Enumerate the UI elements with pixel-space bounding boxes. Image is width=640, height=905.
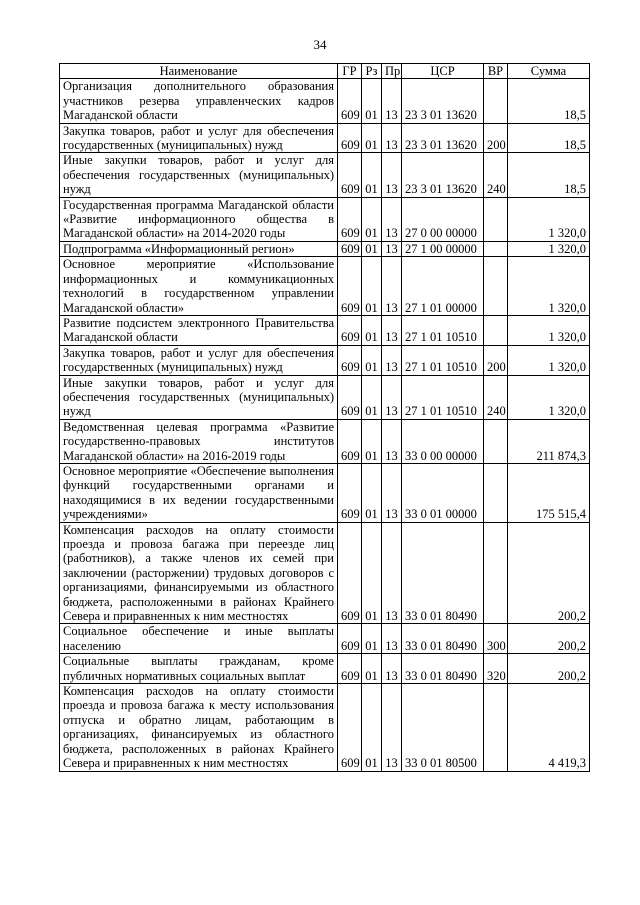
cell-sum: 1 320,0 [508,241,590,256]
cell-pr: 13 [382,654,402,684]
header-csr: ЦСР [402,64,484,79]
cell-rz: 01 [362,419,382,463]
cell-vr [484,79,508,123]
cell-pr: 13 [382,624,402,654]
cell-csr: 27 1 01 10510 [402,315,484,345]
cell-rz: 01 [362,522,382,624]
table-row [60,241,590,256]
cell-pr: 13 [382,241,402,256]
cell-pr: 13 [382,197,402,241]
cell-csr: 33 0 01 00000 [402,463,484,522]
cell-rz: 01 [362,345,382,375]
header-sum: Сумма [508,64,590,79]
cell-sum: 200,2 [508,522,590,624]
header-rz: Рз [362,64,382,79]
table-header [60,64,590,79]
cell-name: Закупка товаров, работ и услуг для обеспечения государственных (муниципальных) нужд [60,345,338,375]
cell-rz: 01 [362,241,382,256]
cell-pr: 13 [382,419,402,463]
header-name: Наименование [60,64,338,79]
cell-gr: 609 [338,241,362,256]
cell-name: Компенсация расходов на оплату стоимости проезда и провоза багажа к месту использования отпуска и обратно лицам, работающим в организациях, финансируемых из областного бюджета, расположенных в районах Крайнего Севера и приравненных к ним местностях [60,684,338,771]
cell-sum: 1 320,0 [508,257,590,316]
table-row [60,654,590,684]
cell-name: Ведомственная целевая программа «Развитие государственно-правовых институтов Магаданской области» на 2016-2019 годы [60,419,338,463]
page-number: 34 [313,37,327,52]
cell-pr: 13 [382,375,402,419]
cell-sum: 18,5 [508,79,590,123]
cell-gr: 609 [338,79,362,123]
cell-rz: 01 [362,153,382,197]
cell-vr [484,315,508,345]
cell-sum: 211 874,3 [508,419,590,463]
cell-sum: 1 320,0 [508,197,590,241]
cell-pr: 13 [382,123,402,153]
cell-name: Иные закупки товаров, работ и услуг для обеспечения государственных (муниципальных) нужд [60,375,338,419]
cell-vr: 240 [484,375,508,419]
cell-sum: 1 320,0 [508,375,590,419]
cell-csr: 23 3 01 13620 [402,123,484,153]
cell-name: Государственная программа Магаданской области «Развитие информационного общества в Магаданской области» на 2014-2020 годы [60,197,338,241]
table-body [60,79,590,771]
cell-gr: 609 [338,315,362,345]
cell-vr: 200 [484,123,508,153]
cell-pr: 13 [382,522,402,624]
cell-rz: 01 [362,257,382,316]
cell-pr: 13 [382,684,402,771]
table-row [60,79,590,123]
cell-vr: 240 [484,153,508,197]
cell-gr: 609 [338,257,362,316]
cell-sum: 4 419,3 [508,684,590,771]
cell-rz: 01 [362,463,382,522]
cell-csr: 33 0 01 80490 [402,522,484,624]
cell-vr [484,241,508,256]
header-vr: ВР [484,64,508,79]
header-pr: Пр [382,64,402,79]
cell-pr: 13 [382,153,402,197]
cell-gr: 609 [338,375,362,419]
table-row [60,197,590,241]
cell-sum: 1 320,0 [508,345,590,375]
cell-csr: 27 1 01 10510 [402,345,484,375]
cell-vr: 300 [484,624,508,654]
cell-gr: 609 [338,463,362,522]
table-row [60,375,590,419]
cell-name: Компенсация расходов на оплату стоимости проезда и провоза багажа при переезде лиц (работников), а также членов их семей при заключении (расторжении) трудовых договоров с организациями, финансируемыми из областного бюджета, расположенными в районах Крайнего Севера и приравненных к ним местностях [60,522,338,624]
cell-rz: 01 [362,197,382,241]
cell-rz: 01 [362,375,382,419]
cell-gr: 609 [338,684,362,771]
cell-name: Иные закупки товаров, работ и услуг для обеспечения государственных (муниципальных) нужд [60,153,338,197]
cell-gr: 609 [338,197,362,241]
cell-csr: 23 3 01 13620 [402,79,484,123]
cell-pr: 13 [382,463,402,522]
table-row [60,257,590,316]
cell-rz: 01 [362,315,382,345]
cell-pr: 13 [382,345,402,375]
cell-gr: 609 [338,624,362,654]
cell-vr [484,684,508,771]
cell-csr: 33 0 01 80500 [402,684,484,771]
cell-rz: 01 [362,654,382,684]
cell-csr: 33 0 00 00000 [402,419,484,463]
table-row [60,624,590,654]
cell-name: Социальное обеспечение и иные выплаты населению [60,624,338,654]
table-row [60,153,590,197]
cell-sum: 200,2 [508,654,590,684]
cell-sum: 18,5 [508,153,590,197]
table-row [60,345,590,375]
cell-name: Основное мероприятие «Обеспечение выполнения функций государственными органами и находящимися в их ведении государственными учреждениями» [60,463,338,522]
cell-vr [484,522,508,624]
cell-name: Социальные выплаты гражданам, кроме публичных нормативных социальных выплат [60,654,338,684]
cell-rz: 01 [362,684,382,771]
cell-csr: 27 1 01 10510 [402,375,484,419]
cell-csr: 33 0 01 80490 [402,624,484,654]
cell-gr: 609 [338,522,362,624]
cell-sum: 175 515,4 [508,463,590,522]
cell-sum: 1 320,0 [508,315,590,345]
budget-table [59,63,590,772]
header-row [60,64,590,79]
header-gr: ГР [338,64,362,79]
cell-csr: 27 0 00 00000 [402,197,484,241]
table-row [60,522,590,624]
cell-gr: 609 [338,654,362,684]
cell-name: Развитие подсистем электронного Правительства Магаданской области [60,315,338,345]
cell-vr [484,257,508,316]
table-row [60,123,590,153]
cell-pr: 13 [382,79,402,123]
cell-csr: 23 3 01 13620 [402,153,484,197]
cell-vr: 200 [484,345,508,375]
cell-gr: 609 [338,345,362,375]
cell-csr: 27 1 01 00000 [402,257,484,316]
cell-sum: 18,5 [508,123,590,153]
cell-name: Закупка товаров, работ и услуг для обеспечения государственных (муниципальных) нужд [60,123,338,153]
cell-gr: 609 [338,153,362,197]
cell-vr: 320 [484,654,508,684]
cell-name: Основное мероприятие «Использование информационных и коммуникационных технологий в государственном управлении Магаданской области» [60,257,338,316]
cell-rz: 01 [362,123,382,153]
cell-vr [484,419,508,463]
table-row [60,315,590,345]
table-row [60,684,590,771]
cell-csr: 27 1 00 00000 [402,241,484,256]
cell-sum: 200,2 [508,624,590,654]
cell-vr [484,197,508,241]
cell-pr: 13 [382,315,402,345]
cell-vr [484,463,508,522]
table-row [60,419,590,463]
cell-rz: 01 [362,624,382,654]
cell-rz: 01 [362,79,382,123]
cell-name: Организация дополнительного образования участников резерва управленческих кадров Магаданской области [60,79,338,123]
table-row [60,463,590,522]
cell-name: Подпрограмма «Информационный регион» [60,241,338,256]
cell-gr: 609 [338,123,362,153]
cell-gr: 609 [338,419,362,463]
cell-csr: 33 0 01 80490 [402,654,484,684]
cell-pr: 13 [382,257,402,316]
